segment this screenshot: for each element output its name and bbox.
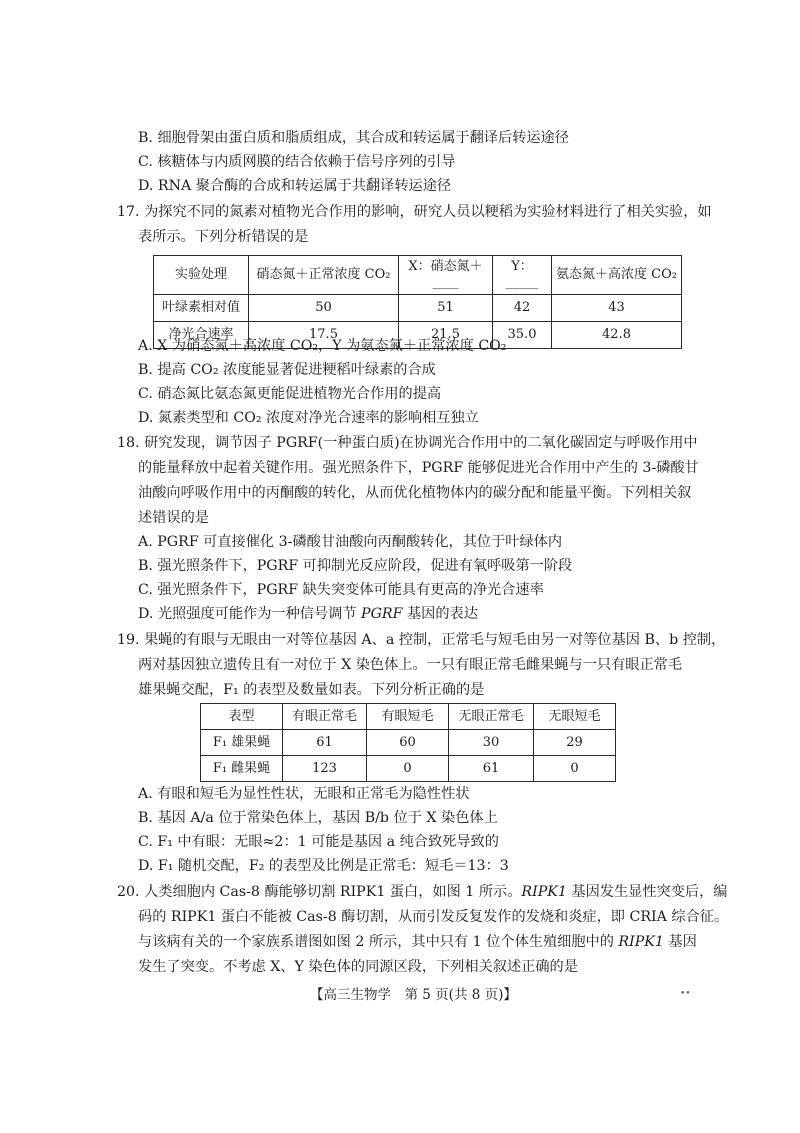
table-row [201,730,616,756]
table-cell: 61 [449,756,534,782]
q20-stem-line-4: 发生了突变。不考虑 X、Y 染色体的同源区段，下列相关叙述正确的是 [138,959,578,975]
q16-option-c: C. 核糖体与内质网膜的结合依赖于信号序列的引导 [138,154,456,170]
table-header-cell: 无眼正常毛 [449,704,534,730]
q18-option-a: A. PGRF 可直接催化 3-磷酸甘油酸向丙酮酸转化，其位于叶绿体内 [138,534,563,550]
table-cell: 51 [399,295,493,322]
q20-gene-name: RIPK1 [618,934,664,950]
table-header-cell: 实验处理 [154,256,249,295]
table-cell: 35.0 [493,322,552,349]
q17-experiment-table [153,255,682,349]
q20-stem-text-end: 基因 [663,934,697,950]
q19-phenotype-table [200,703,616,782]
q17-stem-line-1: 17. 为探究不同的氮素对植物光合作用的影响，研究人员以粳稻为实验材料进行了相关实验，如 [117,204,712,220]
q17-option-a: A. X 为硝态氮＋高浓度 CO₂，Y 为氨态氮＋正常浓度 CO₂ [138,338,507,354]
q20-gene-name: RIPK1 [521,884,567,900]
q19-option-c: C. F₁ 中有眼：无眼≈2：1 可能是基因 a 纯合致死导致的 [138,834,499,850]
table-cell: 61 [283,730,367,756]
table-header-row [154,256,682,295]
table-cell: 123 [283,756,367,782]
table-cell: 42.8 [552,322,682,349]
q20-stem-text: 20. 人类细胞内 Cas-8 酶能够切割 RIPK1 蛋白，如图 1 所示。 [117,884,522,900]
q19-option-a: A. 有眼和短毛为显性性状，无眼和正常毛为隐性性状 [138,786,470,802]
table-row [154,295,682,322]
table-cell: 净光合速率 [154,322,249,349]
q18-stem-line-3: 油酸向呼吸作用中的丙酮酸的转化，从而优化植物体内的碳分配和能量平衡。下列相关叙 [138,485,692,501]
table-header-cell: Y：_____ [493,256,552,295]
table-cell: 叶绿素相对值 [154,295,249,322]
table-header-cell: 无眼短毛 [534,704,616,730]
q19-stem-line-1: 19. 果蝇的有眼与无眼由一对等位基因 A、a 控制，正常毛与短毛由另一对等位基因 B、b 控制， [117,632,726,648]
q18-option-d-text-end: 基因的表达 [402,606,478,622]
q17-option-b: B. 提高 CO₂ 浓度能显著促进粳稻叶绿素的合成 [138,362,436,378]
table-header-cell: 氨态氮＋高浓度 CO₂ [552,256,682,295]
q18-option-c: C. 强光照条件下，PGRF 缺失突变体可能具有更高的净光合速率 [138,582,544,598]
table-cell: 0 [534,756,616,782]
q16-option-d: D. RNA 聚合酶的合成和转运属于共翻译转运途径 [138,178,452,194]
table-cell: 0 [367,756,449,782]
q18-option-d [138,604,478,624]
q18-stem-line-1: 18. 研究发现，调节因子 PGRF(一种蛋白质)在协调光合作用中的二氧化碳固定与呼吸作用中 [117,435,698,451]
table-cell: 43 [552,295,682,322]
q18-stem-line-4: 述错误的是 [138,510,209,526]
table-cell: F₁ 雌果蝇 [201,756,283,782]
page-footer: 【高三生物学 第 5 页(共 8 页)】 [310,987,517,1003]
table-cell: 50 [249,295,399,322]
q18-option-b: B. 强光照条件下，PGRF 可抑制光反应阶段，促进有氧呼吸第一阶段 [138,558,573,574]
table-header-cell: 有眼正常毛 [283,704,367,730]
q20-stem-line-1 [117,882,727,902]
q20-stem-text: 与该病有关的一个家族系谱图如图 2 所示，其中只有 1 位个体生殖细胞中的 [138,934,619,950]
q20-stem-text-end: 基因发生显性突变后，编 [566,884,728,900]
q17-stem-line-2: 表所示。下列分析错误的是 [138,229,309,245]
q17-option-d: D. 氮素类型和 CO₂ 浓度对净光合速率的影响相互独立 [138,410,479,426]
table-header-row [201,704,616,730]
table-header-cell: 表型 [201,704,283,730]
table-header-cell: 有眼短毛 [367,704,449,730]
footer-mark: •• [680,989,691,999]
q18-option-d-text: D. 光照强度可能作为一种信号调节 [138,606,362,622]
q19-stem-line-3: 雄果蝇交配，F₁ 的表型及数量如表。下列分析正确的是 [138,682,485,698]
table-header-cell: X：硝态氮＋____ [399,256,493,295]
q16-option-b: B. 细胞骨架由蛋白质和脂质组成，其合成和转运属于翻译后转运途径 [138,130,569,146]
table-cell: 42 [493,295,552,322]
q19-option-d: D. F₁ 随机交配，F₂ 的表型及比例是正常毛：短毛＝13：3 [138,858,509,874]
q20-stem-line-3 [138,932,697,952]
table-cell: 29 [534,730,616,756]
q18-stem-line-2: 的能量释放中起着关键作用。强光照条件下，PGRF 能够促进光合作用中产生的 3-磷酸甘 [138,460,699,476]
table-header-cell: 硝态氮＋正常浓度 CO₂ [249,256,399,295]
table-cell: 60 [367,730,449,756]
table-cell: 30 [449,730,534,756]
q18-gene-name: PGRF [361,606,403,622]
table-cell: 17.5 [249,322,399,349]
q19-stem-line-2: 两对基因独立遗传且有一对位于 X 染色体上。一只有眼正常毛雌果蝇与一只有眼正常毛 [138,657,683,673]
q17-option-c: C. 硝态氮比氨态氮更能促进植物光合作用的提高 [138,386,442,402]
q20-stem-line-2: 码的 RIPK1 蛋白不能被 Cas-8 酶切割，从而引发反复发作的发烧和炎症，即 CRIA 综合征。 [138,909,729,925]
table-row [201,756,616,782]
table-cell: 21.5 [399,322,493,349]
table-cell: F₁ 雄果蝇 [201,730,283,756]
q19-option-b: B. 基因 A/a 位于常染色体上，基因 B/b 位于 X 染色体上 [138,810,498,826]
